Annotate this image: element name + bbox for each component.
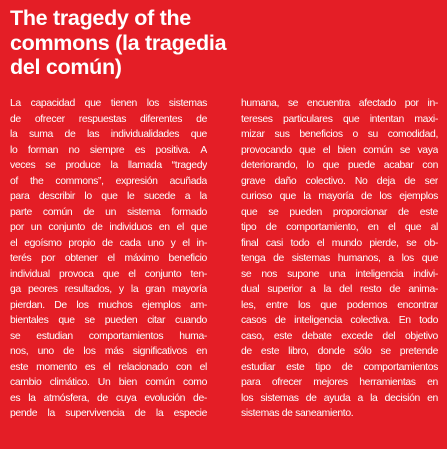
text-line: cambio climático. Un bien común como — [10, 377, 207, 388]
text-line: les, entre los que podemos encontrar — [241, 299, 438, 311]
body-column-left — [10, 96, 207, 422]
text-line: por un conjunto de individuos en el que — [10, 222, 207, 233]
text-line: caso, este debate excede del objetivo — [241, 330, 438, 342]
text-line: que se pueden proporcionar de este — [241, 206, 438, 218]
text-line: pende la supervivencia de la especie — [10, 408, 207, 419]
text-line: sistemas de saneamiento. — [241, 408, 354, 419]
text-line: nos, uno de los más significativos en — [10, 346, 207, 357]
text-line: casos de inteligencia colectiva. En todo — [241, 315, 438, 326]
text-line: para ofrecer mejores herramientas en — [241, 377, 438, 388]
text-line: de este libro, donde sólo se pretende — [241, 346, 438, 357]
text-line: of the commons”, expresión acuñada — [10, 175, 207, 187]
text-line: lo forman no siempre es positiva. A — [10, 144, 207, 156]
text-line: parte común de un sistema formado — [10, 206, 207, 218]
title-line: del común) — [10, 55, 122, 79]
title-line: commons (la tragedia — [10, 30, 227, 55]
text-line: curioso que la mayoría de los ejemplos — [241, 191, 438, 202]
text-line: bientales que se pueden citar cuando — [10, 315, 207, 326]
text-line: pierdan. De los muchos ejemplos am- — [10, 299, 207, 311]
text-line: se nos supone una inteligencia indivi- — [241, 268, 438, 280]
text-line: grave daño colectivo. No deja de ser — [241, 175, 438, 187]
text-line: el egoísmo propio de cada uno y el in- — [10, 237, 207, 249]
text-line: individual provoca que el conjunto ten- — [10, 268, 207, 280]
text-line: los sistemas de ayuda a la decisión en — [241, 392, 438, 404]
text-line: veces se produce la llamada “tragedy — [10, 160, 207, 171]
text-line: se estudian comportamientos huma- — [10, 330, 207, 342]
text-line: tenga de sistemas humanos, a los que — [241, 253, 438, 264]
text-line: estudiar este tipo de comportamientos — [241, 361, 438, 373]
text-line: es la atmósfera, de cuya evolución de- — [10, 392, 207, 404]
text-line: provocando que el bien común se vaya — [241, 144, 438, 156]
text-line: final casi todo el mundo pierde, se ob- — [241, 237, 438, 249]
text-line: tereses particulares que intentan maxi- — [241, 113, 438, 125]
text-line: La capacidad que tienen los sistemas — [10, 98, 207, 109]
text-line: ga peores resultados, y la gran mayoría — [10, 284, 207, 295]
text-line: la suma de las individualidades que — [10, 129, 207, 140]
text-line: para describir lo que le sucede a la — [10, 191, 207, 202]
text-line: tipo de comportamiento, en el que al — [241, 222, 438, 233]
title-line: The tragedy of the — [10, 6, 191, 30]
sidebar-title — [10, 6, 310, 80]
body-column-right — [241, 96, 438, 422]
text-line: humana, se encuentra afectado por in- — [241, 98, 438, 109]
text-line: dual superior a la del resto de anima- — [241, 284, 438, 295]
text-line: mizar sus beneficios o su comodidad, — [241, 129, 438, 140]
text-line: deteriorando, lo que puede acabar con — [241, 160, 438, 171]
text-line: de ofrecer respuestas diferentes de — [10, 113, 207, 125]
text-line: terés por obtener el máximo beneficio — [10, 253, 207, 264]
text-line: este momento es el relacionado con el — [10, 361, 207, 373]
